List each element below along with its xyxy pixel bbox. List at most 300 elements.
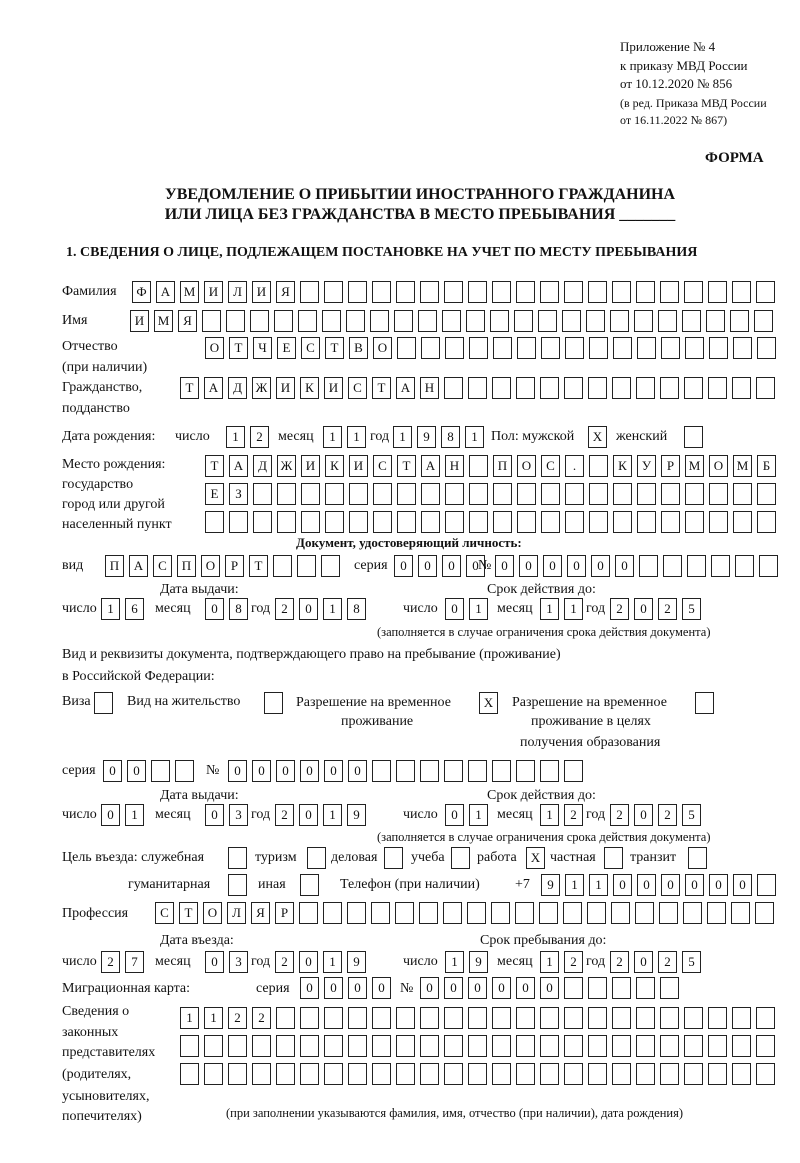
char-box[interactable] (467, 902, 486, 924)
char-box[interactable] (540, 1007, 559, 1029)
char-box[interactable] (613, 483, 632, 505)
char-box[interactable] (372, 760, 391, 782)
char-box[interactable] (540, 1063, 559, 1085)
char-box[interactable]: О (517, 455, 536, 477)
char-box[interactable]: А (129, 555, 148, 577)
char-box[interactable] (564, 977, 583, 999)
char-box[interactable]: 0 (445, 598, 464, 620)
char-box[interactable] (707, 902, 726, 924)
char-box[interactable] (348, 281, 367, 303)
char-box[interactable] (612, 977, 631, 999)
char-box[interactable]: К (613, 455, 632, 477)
char-box[interactable]: С (301, 337, 320, 359)
char-box[interactable]: 0 (372, 977, 391, 999)
char-box[interactable] (687, 555, 706, 577)
char-box[interactable]: С (541, 455, 560, 477)
char-box[interactable] (276, 1063, 295, 1085)
char-box[interactable]: З (229, 483, 248, 505)
char-box[interactable]: 2 (101, 951, 120, 973)
char-box[interactable] (759, 555, 778, 577)
char-box[interactable] (517, 511, 536, 533)
char-box[interactable] (493, 511, 512, 533)
char-box[interactable]: 0 (299, 951, 318, 973)
char-box[interactable] (695, 692, 714, 714)
char-box[interactable]: 0 (276, 760, 295, 782)
char-box[interactable] (733, 337, 752, 359)
char-box[interactable] (276, 1007, 295, 1029)
char-box[interactable] (540, 1035, 559, 1057)
char-box[interactable] (756, 1063, 775, 1085)
char-box[interactable]: Л (228, 281, 247, 303)
char-box[interactable] (204, 1063, 223, 1085)
char-box[interactable] (589, 337, 608, 359)
char-box[interactable]: 2 (658, 951, 677, 973)
char-box[interactable]: И (252, 281, 271, 303)
char-box[interactable] (469, 337, 488, 359)
char-box[interactable] (708, 1007, 727, 1029)
char-box[interactable] (588, 1035, 607, 1057)
char-box[interactable] (466, 310, 485, 332)
char-box[interactable]: 2 (564, 951, 583, 973)
char-box[interactable]: 1 (323, 426, 342, 448)
char-box[interactable] (421, 511, 440, 533)
char-box[interactable] (635, 902, 654, 924)
char-box[interactable] (565, 483, 584, 505)
char-box[interactable]: 0 (567, 555, 586, 577)
char-box[interactable] (754, 310, 773, 332)
char-box[interactable] (516, 1007, 535, 1029)
char-box[interactable] (684, 1063, 703, 1085)
char-box[interactable] (708, 377, 727, 399)
char-box[interactable] (252, 1063, 271, 1085)
char-box[interactable]: А (204, 377, 223, 399)
char-box[interactable]: 1 (540, 598, 559, 620)
char-box[interactable] (420, 1007, 439, 1029)
char-box[interactable] (612, 1007, 631, 1029)
char-box[interactable] (586, 310, 605, 332)
char-box[interactable]: 2 (252, 1007, 271, 1029)
char-box[interactable] (516, 281, 535, 303)
char-box[interactable] (346, 310, 365, 332)
char-box[interactable]: 2 (658, 598, 677, 620)
char-box[interactable]: 0 (348, 760, 367, 782)
char-box[interactable] (732, 377, 751, 399)
char-box[interactable] (253, 483, 272, 505)
char-box[interactable] (94, 692, 113, 714)
char-box[interactable] (151, 760, 170, 782)
char-box[interactable] (324, 1035, 343, 1057)
char-box[interactable]: Ч (253, 337, 272, 359)
char-box[interactable] (301, 483, 320, 505)
char-box[interactable] (541, 337, 560, 359)
char-box[interactable]: А (229, 455, 248, 477)
char-box[interactable]: М (154, 310, 173, 332)
char-box[interactable] (538, 310, 557, 332)
char-box[interactable] (564, 760, 583, 782)
char-box[interactable]: М (733, 455, 752, 477)
char-box[interactable] (588, 977, 607, 999)
char-box[interactable]: С (373, 455, 392, 477)
char-box[interactable] (396, 1063, 415, 1085)
char-box[interactable]: 1 (226, 426, 245, 448)
char-box[interactable]: Л (227, 902, 246, 924)
char-box[interactable]: 0 (495, 555, 514, 577)
char-box[interactable] (324, 1007, 343, 1029)
char-box[interactable] (732, 1007, 751, 1029)
char-box[interactable] (370, 310, 389, 332)
char-box[interactable] (300, 1063, 319, 1085)
char-box[interactable] (610, 310, 629, 332)
char-box[interactable] (540, 760, 559, 782)
char-box[interactable] (564, 1035, 583, 1057)
char-box[interactable]: 0 (324, 977, 343, 999)
char-box[interactable]: Ж (277, 455, 296, 477)
char-box[interactable] (228, 1063, 247, 1085)
char-box[interactable] (637, 337, 656, 359)
char-box[interactable]: 1 (465, 426, 484, 448)
char-box[interactable]: 0 (299, 598, 318, 620)
char-box[interactable]: Я (251, 902, 270, 924)
char-box[interactable]: И (130, 310, 149, 332)
char-box[interactable]: С (153, 555, 172, 577)
char-box[interactable]: 1 (125, 804, 144, 826)
char-box[interactable]: Т (372, 377, 391, 399)
char-box[interactable] (394, 310, 413, 332)
char-box[interactable] (307, 847, 326, 869)
char-box[interactable] (637, 483, 656, 505)
char-box[interactable] (444, 377, 463, 399)
char-box[interactable]: 0 (516, 977, 535, 999)
char-box[interactable] (397, 483, 416, 505)
char-box[interactable]: О (373, 337, 392, 359)
char-box[interactable] (756, 281, 775, 303)
char-box[interactable] (349, 511, 368, 533)
char-box[interactable] (492, 377, 511, 399)
char-box[interactable]: И (276, 377, 295, 399)
char-box[interactable]: 1 (540, 804, 559, 826)
char-box[interactable] (639, 555, 658, 577)
char-box[interactable] (634, 310, 653, 332)
char-box[interactable] (384, 847, 403, 869)
char-box[interactable]: 0 (205, 951, 224, 973)
char-box[interactable] (612, 1063, 631, 1085)
char-box[interactable] (205, 511, 224, 533)
char-box[interactable] (468, 1007, 487, 1029)
char-box[interactable] (757, 874, 776, 896)
char-box[interactable] (300, 1007, 319, 1029)
char-box[interactable]: 0 (637, 874, 656, 896)
char-box[interactable] (325, 483, 344, 505)
char-box[interactable]: 5 (682, 804, 701, 826)
char-box[interactable] (491, 902, 510, 924)
char-box[interactable] (612, 1035, 631, 1057)
char-box[interactable]: 1 (323, 804, 342, 826)
char-box[interactable] (349, 483, 368, 505)
char-box[interactable] (301, 511, 320, 533)
char-box[interactable] (468, 1063, 487, 1085)
char-box[interactable] (492, 281, 511, 303)
char-box[interactable] (730, 310, 749, 332)
char-box[interactable] (757, 337, 776, 359)
char-box[interactable] (636, 377, 655, 399)
char-box[interactable]: О (203, 902, 222, 924)
char-box[interactable] (684, 281, 703, 303)
char-box[interactable]: 0 (661, 874, 680, 896)
char-box[interactable]: 1 (323, 598, 342, 620)
char-box[interactable] (490, 310, 509, 332)
char-box[interactable]: Т (229, 337, 248, 359)
char-box[interactable]: Д (253, 455, 272, 477)
char-box[interactable]: Т (325, 337, 344, 359)
char-box[interactable] (683, 902, 702, 924)
char-box[interactable] (587, 902, 606, 924)
char-box[interactable]: 5 (682, 951, 701, 973)
char-box[interactable] (658, 310, 677, 332)
char-box[interactable] (444, 1035, 463, 1057)
char-box[interactable]: Н (420, 377, 439, 399)
char-box[interactable]: С (348, 377, 367, 399)
char-box[interactable] (685, 483, 704, 505)
char-box[interactable]: Т (179, 902, 198, 924)
char-box[interactable] (418, 310, 437, 332)
char-box[interactable] (324, 1063, 343, 1085)
char-box[interactable] (420, 1035, 439, 1057)
char-box[interactable] (735, 555, 754, 577)
char-box[interactable] (612, 281, 631, 303)
char-box[interactable]: К (300, 377, 319, 399)
char-box[interactable]: 2 (250, 426, 269, 448)
char-box[interactable] (396, 281, 415, 303)
char-box[interactable] (323, 902, 342, 924)
char-box[interactable] (372, 1063, 391, 1085)
char-box[interactable]: 9 (417, 426, 436, 448)
char-box[interactable]: 3 (229, 804, 248, 826)
char-box[interactable]: И (301, 455, 320, 477)
char-box[interactable] (589, 511, 608, 533)
char-box[interactable]: П (105, 555, 124, 577)
char-box[interactable]: Ж (252, 377, 271, 399)
char-box[interactable]: К (325, 455, 344, 477)
char-box[interactable] (444, 760, 463, 782)
char-box[interactable] (684, 1007, 703, 1029)
char-box[interactable] (731, 902, 750, 924)
char-box[interactable]: 0 (252, 760, 271, 782)
char-box[interactable] (636, 1063, 655, 1085)
char-box[interactable]: 0 (445, 804, 464, 826)
char-box[interactable] (300, 281, 319, 303)
char-box[interactable] (347, 902, 366, 924)
char-box[interactable]: 1 (323, 951, 342, 973)
char-box[interactable]: 9 (469, 951, 488, 973)
char-box[interactable] (421, 337, 440, 359)
char-box[interactable]: 2 (610, 804, 629, 826)
char-box[interactable]: 1 (589, 874, 608, 896)
char-box[interactable]: 0 (127, 760, 146, 782)
char-box[interactable]: 1 (469, 804, 488, 826)
char-box[interactable]: 9 (541, 874, 560, 896)
char-box[interactable] (636, 977, 655, 999)
char-box[interactable] (419, 902, 438, 924)
char-box[interactable] (588, 377, 607, 399)
char-box[interactable]: 2 (228, 1007, 247, 1029)
char-box[interactable] (613, 337, 632, 359)
char-box[interactable]: 2 (275, 598, 294, 620)
char-box[interactable] (492, 1063, 511, 1085)
char-box[interactable] (565, 337, 584, 359)
char-box[interactable]: Е (277, 337, 296, 359)
char-box[interactable]: 2 (275, 804, 294, 826)
char-box[interactable] (564, 377, 583, 399)
char-box[interactable]: 0 (300, 977, 319, 999)
char-box[interactable]: П (493, 455, 512, 477)
char-box[interactable] (588, 1007, 607, 1029)
char-box[interactable] (273, 555, 292, 577)
char-box[interactable] (469, 511, 488, 533)
char-box[interactable] (274, 310, 293, 332)
char-box[interactable]: 0 (348, 977, 367, 999)
char-box[interactable] (612, 377, 631, 399)
char-box[interactable] (276, 1035, 295, 1057)
char-box[interactable] (250, 310, 269, 332)
char-box[interactable] (709, 511, 728, 533)
char-box[interactable] (442, 310, 461, 332)
char-box[interactable]: О (709, 455, 728, 477)
char-box[interactable]: 1 (565, 874, 584, 896)
char-box[interactable] (637, 511, 656, 533)
char-box[interactable] (711, 555, 730, 577)
char-box[interactable] (604, 847, 623, 869)
char-box[interactable] (469, 455, 488, 477)
char-box[interactable] (733, 483, 752, 505)
char-box[interactable]: Я (178, 310, 197, 332)
char-box[interactable]: 0 (324, 760, 343, 782)
char-box[interactable]: 0 (613, 874, 632, 896)
char-box[interactable]: 8 (229, 598, 248, 620)
char-box[interactable] (708, 281, 727, 303)
char-box[interactable] (588, 1063, 607, 1085)
char-box[interactable] (300, 874, 319, 896)
char-box[interactable] (709, 483, 728, 505)
char-box[interactable]: Ф (132, 281, 151, 303)
char-box[interactable]: Б (757, 455, 776, 477)
char-box[interactable]: 0 (634, 598, 653, 620)
char-box[interactable]: 0 (420, 977, 439, 999)
char-box[interactable]: 5 (682, 598, 701, 620)
char-box[interactable] (661, 337, 680, 359)
char-box[interactable]: Т (397, 455, 416, 477)
char-box[interactable]: 0 (519, 555, 538, 577)
char-box[interactable]: А (421, 455, 440, 477)
char-box[interactable]: 0 (205, 598, 224, 620)
char-box[interactable] (684, 1035, 703, 1057)
char-box[interactable]: 1 (347, 426, 366, 448)
char-box[interactable] (663, 555, 682, 577)
char-box[interactable] (660, 1007, 679, 1029)
char-box[interactable]: 0 (634, 951, 653, 973)
char-box[interactable] (492, 1035, 511, 1057)
char-box[interactable] (371, 902, 390, 924)
char-box[interactable] (563, 902, 582, 924)
char-box[interactable]: О (205, 337, 224, 359)
char-box[interactable]: 0 (468, 977, 487, 999)
char-box[interactable] (229, 511, 248, 533)
char-box[interactable] (348, 1007, 367, 1029)
char-box[interactable]: 2 (658, 804, 677, 826)
char-box[interactable] (397, 511, 416, 533)
char-box[interactable] (589, 483, 608, 505)
char-box[interactable] (540, 377, 559, 399)
char-box[interactable]: П (177, 555, 196, 577)
char-box[interactable]: 2 (610, 598, 629, 620)
char-box[interactable] (539, 902, 558, 924)
char-box[interactable]: 2 (275, 951, 294, 973)
char-box[interactable]: 1 (180, 1007, 199, 1029)
char-box[interactable] (264, 692, 283, 714)
char-box[interactable] (397, 337, 416, 359)
char-box[interactable] (297, 555, 316, 577)
char-box[interactable]: М (685, 455, 704, 477)
char-box[interactable] (540, 281, 559, 303)
char-box[interactable] (636, 1007, 655, 1029)
char-box[interactable]: Р (225, 555, 244, 577)
char-box[interactable]: 8 (441, 426, 460, 448)
char-box[interactable] (322, 310, 341, 332)
char-box[interactable]: 0 (299, 804, 318, 826)
char-box[interactable] (514, 310, 533, 332)
char-box[interactable] (443, 902, 462, 924)
char-box[interactable]: 1 (540, 951, 559, 973)
char-box[interactable] (636, 281, 655, 303)
char-box[interactable] (299, 902, 318, 924)
char-box[interactable]: Т (205, 455, 224, 477)
char-box[interactable] (396, 1007, 415, 1029)
char-box[interactable] (420, 760, 439, 782)
char-box[interactable]: 1 (445, 951, 464, 973)
char-box[interactable]: 9 (347, 951, 366, 973)
char-box[interactable] (708, 1063, 727, 1085)
char-box[interactable] (756, 377, 775, 399)
char-box[interactable]: Е (205, 483, 224, 505)
char-box[interactable]: 0 (543, 555, 562, 577)
char-box[interactable] (661, 511, 680, 533)
char-box[interactable] (564, 281, 583, 303)
char-box[interactable] (228, 847, 247, 869)
char-box[interactable]: 7 (125, 951, 144, 973)
char-box[interactable] (515, 902, 534, 924)
char-box[interactable]: 0 (709, 874, 728, 896)
char-box[interactable] (684, 426, 703, 448)
char-box[interactable]: 0 (103, 760, 122, 782)
char-box[interactable] (685, 511, 704, 533)
char-box[interactable]: О (201, 555, 220, 577)
char-box[interactable] (228, 1035, 247, 1057)
char-box[interactable]: 8 (347, 598, 366, 620)
char-box[interactable] (588, 281, 607, 303)
char-box[interactable]: 0 (205, 804, 224, 826)
char-box[interactable] (445, 483, 464, 505)
char-box[interactable]: 2 (610, 951, 629, 973)
char-box[interactable] (325, 511, 344, 533)
char-box[interactable]: 2 (564, 804, 583, 826)
char-box[interactable]: 0 (228, 760, 247, 782)
char-box[interactable]: 1 (393, 426, 412, 448)
char-box[interactable] (277, 483, 296, 505)
char-box[interactable] (516, 760, 535, 782)
char-box[interactable] (516, 1063, 535, 1085)
char-box[interactable] (348, 1035, 367, 1057)
char-box[interactable] (492, 1007, 511, 1029)
char-box[interactable] (445, 337, 464, 359)
